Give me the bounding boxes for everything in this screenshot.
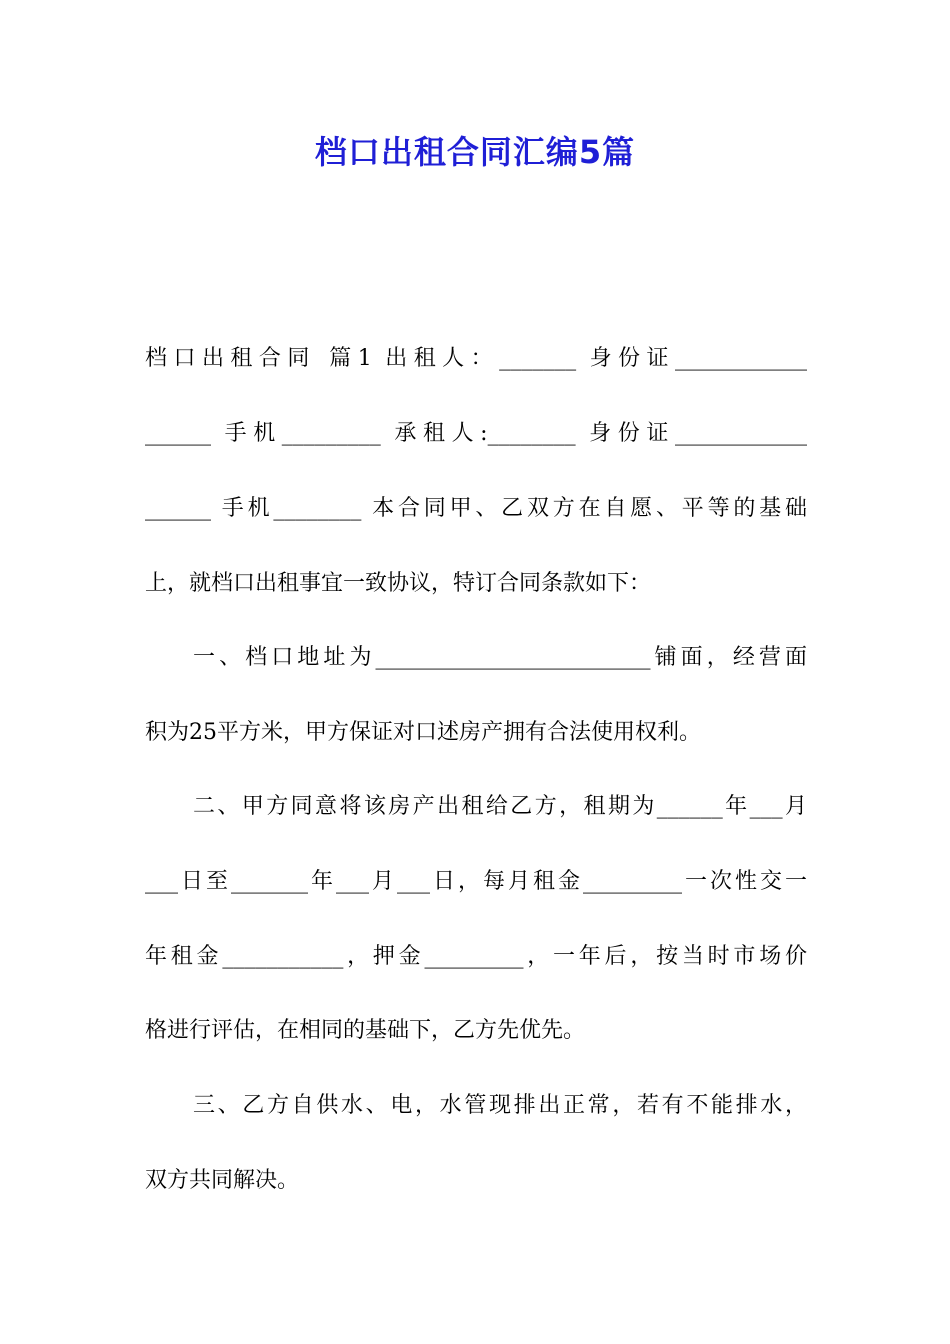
contract-line: 二、甲方同意将该房产出租给乙方，租期为______年___月 bbox=[193, 794, 807, 819]
contract-line: 年租金___________，押金_________，一年后，按当时市场价 bbox=[145, 944, 807, 969]
contract-line: 双方共同解决。 bbox=[145, 1168, 300, 1193]
contract-line: 一、档口地址为_________________________铺面，经营面 bbox=[193, 645, 807, 670]
contract-line: 上，就档口出租事宜一致协议，特订合同条款如下： bbox=[145, 571, 652, 596]
contract-line: ___日至_______年___月___日，每月租金_________一次性交一 bbox=[145, 869, 807, 894]
contract-line: 三、乙方自供水、电，水管现排出正常，若有不能排水， bbox=[193, 1093, 807, 1118]
document-title: 档口出租合同汇编5篇 bbox=[314, 133, 636, 171]
contract-line: 档口出租合同 篇1 出租人：_______ 身份证____________ bbox=[145, 346, 807, 371]
contract-line: ______ 手机________ 本合同甲、乙双方在自愿、平等的基础 bbox=[145, 496, 807, 521]
contract-line: 格进行评估，在相同的基础下，乙方先优先。 bbox=[145, 1018, 586, 1043]
contract-line: ______ 手机_________ 承租人:________ 身份证____________ bbox=[145, 421, 807, 446]
contract-line: 积为25平方米，甲方保证对口述房产拥有合法使用权利。 bbox=[145, 720, 701, 745]
